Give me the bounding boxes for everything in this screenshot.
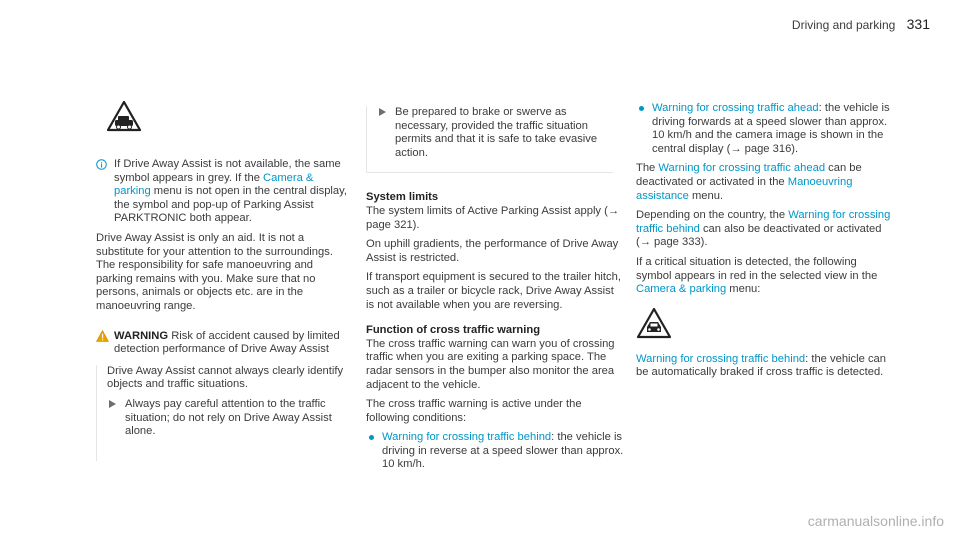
warning-triangle-icon (96, 330, 109, 342)
system-limits-p2: On uphill gradients, the performance of Drive Away Assist is restricted. (366, 238, 619, 264)
text: can also be deactivated or activated (→ page 333). (636, 222, 882, 249)
warning-behind-link[interactable]: Warning for crossing traffic behind (382, 431, 552, 444)
warning-behind-link-3[interactable]: Warning for crossing traffic behind (636, 352, 806, 365)
camera-parking-link[interactable]: Camera & parking (114, 171, 314, 198)
page-number: 331 (906, 16, 930, 32)
bullet-ahead (636, 102, 892, 156)
system-limits-heading: System limits (366, 191, 439, 204)
warning-block (96, 330, 352, 357)
cross-traffic-p2: The cross traffic warning is active under the following conditions: (366, 398, 582, 424)
watermark: carmanualsonline.info (807, 513, 944, 529)
cross-traffic-heading: Function of cross traffic warning (366, 324, 541, 337)
brake-item (377, 106, 613, 160)
text: menu: (726, 283, 761, 296)
text: Depending on the country, the (636, 209, 789, 222)
info-note (96, 158, 352, 226)
info-circle-icon (96, 159, 107, 170)
text: The (636, 162, 659, 175)
warning-action-text: Always pay careful attention to the traffic situation; do not rely on Drive Away Assist alone. (125, 397, 332, 438)
bullet-dot (639, 106, 644, 111)
column-right (636, 102, 892, 386)
bullet-behind-text: : the vehicle is driving in reverse at a speed slower than approx. 10 km/h. (382, 431, 624, 471)
note-text-a: If Drive Away Assist is not available, the same symbol appears in grey. If the (114, 158, 341, 184)
warning-body: Drive Away Assist cannot always clearly identify objects and traffic situations. (107, 364, 344, 391)
svg-text:i: i (100, 160, 103, 170)
country-paragraph (636, 209, 892, 250)
warning-ahead-link[interactable]: Warning for crossing traffic ahead (652, 102, 819, 114)
bullet-behind (366, 431, 624, 472)
system-limits-p1: The system limits of Active Parking Assist apply (→ page 321). (366, 204, 620, 231)
text: : the vehicle can be automatically braked if cross traffic is detected. (636, 352, 886, 379)
warning-ahead-link-2[interactable]: Warning for crossing traffic ahead (658, 162, 826, 175)
warning-behind-link-2[interactable]: Warning for crossing traffic behind (636, 209, 891, 235)
deactivation-paragraph (636, 162, 892, 203)
column-middle (366, 106, 624, 478)
continued-warning-box (366, 106, 613, 173)
drive-away-assist-warning-icon (106, 100, 142, 132)
note-text-b: menu is not open in the central display, the symbol and pop-up of Parking Assist PARKTRONIC both appear. (114, 185, 348, 225)
arrow-right-icon (109, 400, 116, 408)
warning-label: WARNING (114, 329, 169, 342)
page-header (792, 16, 930, 32)
text: menu. (688, 189, 724, 202)
auto-brake-paragraph (636, 353, 892, 380)
critical-paragraph (636, 256, 892, 297)
text: If a critical situation is detected, the following symbol appears in red in the selected view in the (636, 255, 878, 282)
warning-content (96, 365, 352, 461)
cross-traffic-warning-icon (636, 307, 672, 339)
bullet-ahead-text: : the vehicle is driving forwards at a speed slower than approx. 10 km/h and the camera image is shown in the central display (→ page 316). (652, 102, 890, 155)
manoeuvring-assistance-link[interactable]: Manoeuvring assistance (636, 175, 853, 202)
camera-parking-link-2[interactable]: Camera & parking (636, 283, 727, 296)
text: can be deactivated or activated in the (636, 162, 862, 188)
aid-paragraph: Drive Away Assist is only an aid. It is not a substitute for your attention to the surroundings. The responsibility for safe manoeuvring and parking remains with you. Make sure that no persons, animals or objects etc. are in the manoeuvring range. (96, 231, 333, 312)
cross-traffic-p1: The cross traffic warning can warn you of crossing traffic when you are exiting a parking space. The radar sensors in the bumper also monitor the area adjacent to the vehicle. (366, 337, 615, 391)
section-title: Driving and parking (791, 18, 896, 32)
system-limits-p3: If transport equipment is secured to the trailer hitch, such as a trailer or bicycle rack, Drive Away Assist is not available when you are reversing. (366, 271, 621, 311)
warning-action-item (107, 398, 352, 439)
brake-item-text: Be prepared to brake or swerve as necessary, provided the traffic situation permits and that it is safe to take evasive action. (395, 106, 598, 159)
arrow-right-icon (379, 108, 386, 116)
warning-title: Risk of accident caused by limited detection performance of Drive Away Assist (114, 329, 340, 356)
bullet-dot (369, 435, 374, 440)
